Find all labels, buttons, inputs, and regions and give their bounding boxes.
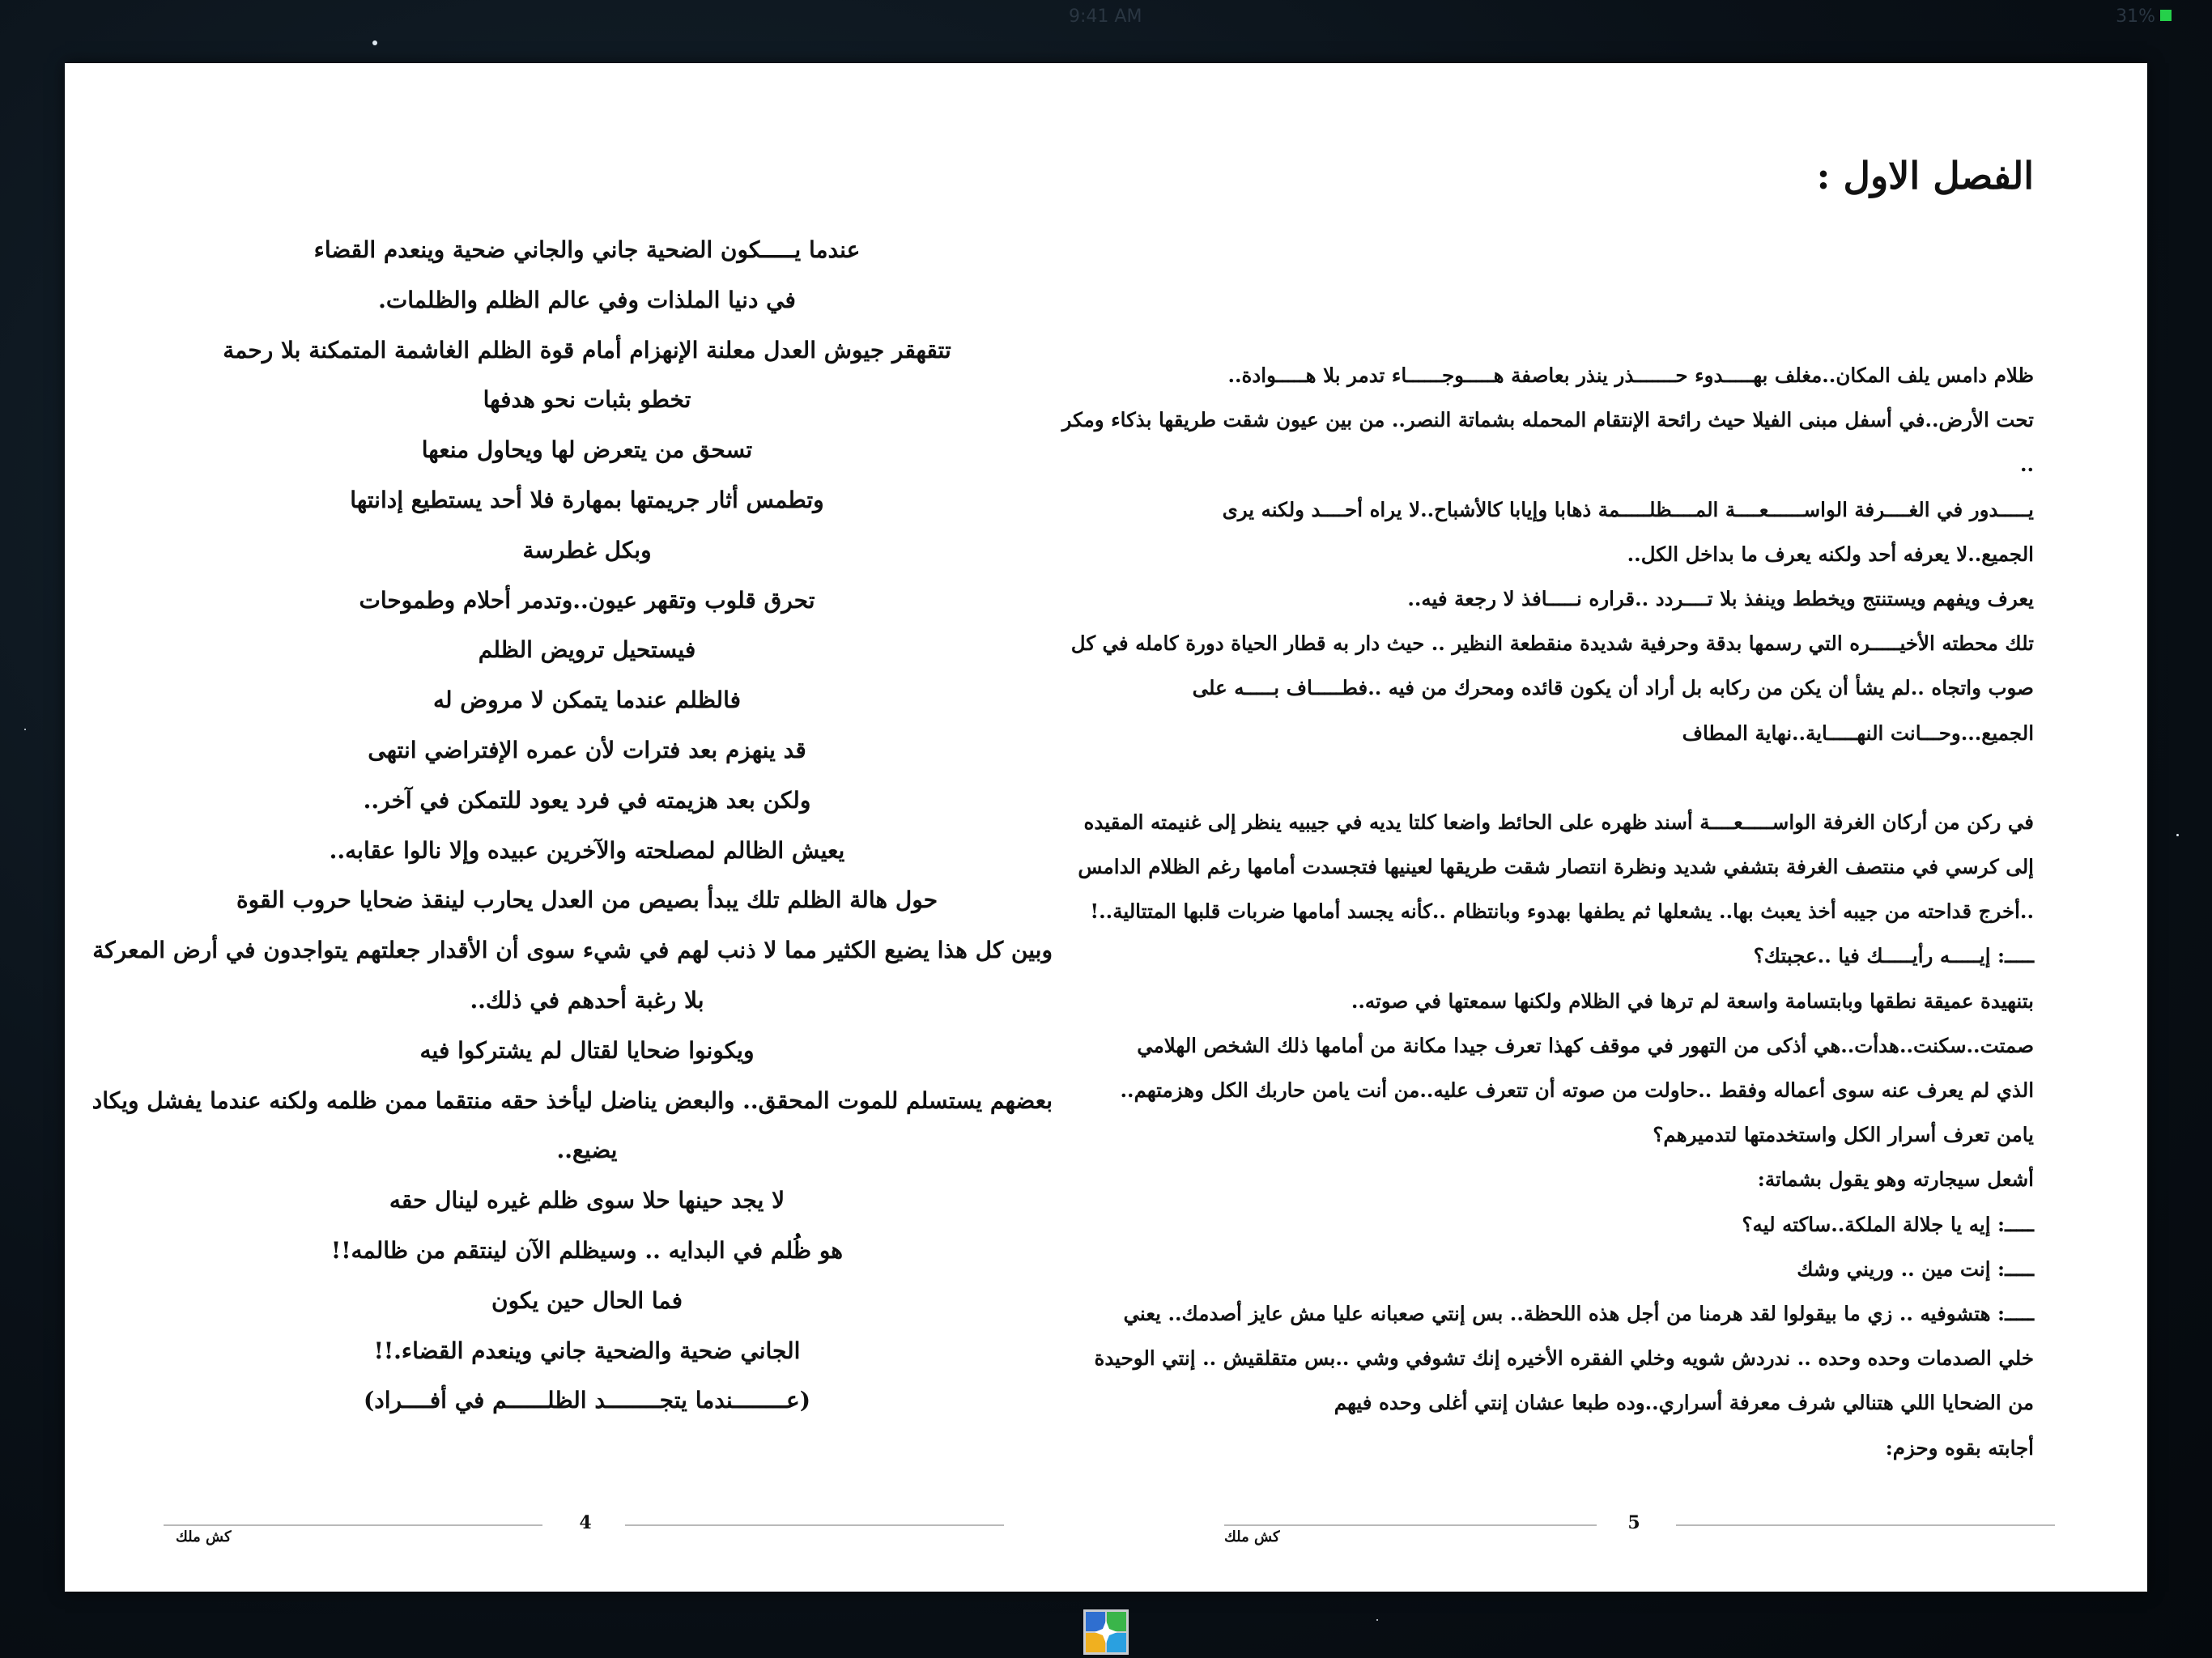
star <box>24 729 26 730</box>
poem-line: قد ينهزم بعد فترات لأن عمره الإفتراضي انتهى <box>368 736 806 763</box>
poem-line: ويكونوا ضحايا لقتال لم يشتركوا فيه <box>419 1036 755 1064</box>
text-line: يعرف ويفهم ويستنتج ويخطط وينفذ بلا تــــردد ..قراره نـــــافذ لا رجعة فيه.. <box>1407 586 2034 610</box>
left-page[interactable] <box>65 63 1109 1592</box>
poem-line: عندما يـــــكون الضحية جاني والجاني ضحية وينعدم القضاء <box>313 236 861 263</box>
footer-rule-right <box>625 1524 1004 1526</box>
poem-line: فالظلم عندما يتمكن لا مروض له <box>433 687 741 714</box>
book-name-right: كش ملك <box>1224 1528 1280 1545</box>
text-line: الجميع..لا يعرفه أحد ولكنه يعرف ما بداخل الكل.. <box>1627 542 2034 566</box>
status-battery-text: 31% <box>2116 6 2155 27</box>
text-line: تحت الأرض..في أسفل مبنى الفيلا حيث رائحة الإنتقام المحمله بشماتة النصر.. من بين عيون شقت طريقها بذكاء ومكر <box>1061 408 2034 432</box>
star <box>372 40 377 45</box>
poem-line: تتقهقر جيوش العدل معلنة الإنهزام أمام قوة الظلم الغاشمة المتمكنة بلا رحمة <box>223 336 951 363</box>
poem-line: يضيع.. <box>556 1137 618 1164</box>
poem-line: وبين كل هذا يضيع الكثير مما لا ذنب لهم في شيء سوى أن الأقدار جعلتهم يتواجدون في أرض المعركة <box>92 937 1053 964</box>
poem-line: تحرق قلوب وتقهر عيون..وتدمر أحلام وطموحات <box>359 586 815 614</box>
text-line: ـــــ: إيـــــه رأيـــــك فيا ..عجبتك؟ <box>1753 944 2034 968</box>
text-line: ـــــ: هتشوفيه .. زي ما بيقولوا لقد هرمنا من أجل هذه اللحظة.. بس إنتي صعبانه عليا مش عايز أصدمك.. يعني <box>1123 1301 2034 1325</box>
poem-line: يعيش الظالم لمصلحته والآخرين عبيده وإلا نالوا عقابه.. <box>329 836 845 864</box>
book-spread <box>65 63 2147 1592</box>
text-line: ظلام دامس يلف المكان..مغلف بهـــــدوء حـــــــذر ينذر بعاصفة هـــــوجــــــاء تدمر بلا هـــــوادة.. <box>1227 363 2034 387</box>
text-line: يـــــدور في الغــــرفة الواســــــعــــة المــــظلـــــمة ذهابا وإيابا كالأشباح..لا يراه أحــــد ولكنه يرى <box>1222 497 2034 521</box>
poem-line: بلا رغبة أحدهم في ذلك.. <box>470 986 704 1014</box>
chapter-title: الفصل الاول : <box>1816 154 2034 198</box>
poem-line: فيستحيل ترويض الظلم <box>478 636 696 664</box>
poem-line: وتطمس أثار جريمتها بمهارة فلا أحد يستطيع إدانتها <box>350 486 824 513</box>
text-line: من الضحايا اللي هتنالي شرف معرفة أسراري..وده طبعا عشان إنتي أغلى وحده فيهم <box>1334 1391 2034 1415</box>
text-line: ـــــ: إنت مين .. وريني وشك <box>1797 1256 2034 1281</box>
text-line: .. <box>2019 453 2034 477</box>
chapter-text <box>1061 353 2034 1470</box>
footer-rule-right <box>1676 1524 2055 1526</box>
text-line: إلى كرسي في منتصف الغرفة بتشفي شديد ونظرة انتصار شقت طريقها لعينيها فتجسدت أمامها رغم الظلام الدامس <box>1078 855 2034 879</box>
battery-icon <box>2160 10 2172 21</box>
app-logo-icon[interactable] <box>1083 1609 1129 1655</box>
footer-rule-left <box>164 1524 542 1526</box>
poem-text <box>91 225 1053 1426</box>
text-line: بتنهيدة عميقة نطقها وبابتسامة واسعة لم ترها في الظلام ولكنها سمعتها في صوته.. <box>1351 988 2034 1013</box>
text-line: الجميع...وحـــانت النهـــــاية..نهاية المطاف <box>1682 721 2034 745</box>
poem-line: حول هالة الظلم تلك يبدأ بصيص من العدل يحارب لينقذ ضحايا حروب القوة <box>236 886 938 914</box>
status-bar <box>0 0 2212 32</box>
text-line: الذي لم يعرف عنه سوى أعماله وفقط ..حاولت من صوته أن تتعرف عليه..من أنت يامن حاربك الكل وهزمتهم.. <box>1120 1078 2034 1102</box>
poem-line: تسحق من يتعرض لها ويحاول منعها <box>421 436 753 464</box>
poem-line: بعضهم يستسلم للموت المحقق.. والبعض يناضل ليأخذ حقه منتقما ممن ظلمه ولكنه عندما يفشل ويكاد <box>91 1086 1053 1114</box>
page-number-right: 5 <box>1627 1512 1640 1533</box>
text-line: أشعل سيجارته وهو يقول بشماتة: <box>1757 1167 2034 1192</box>
text-line: ـــــ: إيه يا جلالة الملكة..ساكته ليه؟ <box>1742 1212 2034 1236</box>
right-page[interactable] <box>1061 63 2147 1592</box>
text-line: ..أخرج قداحته من جيبه أخذ يعبث بها.. يشعلها ثم يطفها بهدوء وبانتظام ..كأنه يجسد أمامها ضربات قلبها المتتالية..! <box>1090 899 2034 924</box>
poem-line: ولكن بعد هزيمته في فرد يعود للتمكن في آخر.. <box>363 786 811 814</box>
poem-line: الجاني ضحية والضحية جاني وينعدم القضاء.!! <box>373 1337 801 1364</box>
poem-line: وبكل غطرسة <box>522 536 652 563</box>
text-line: في ركن من أركان الغرفة الواســـــعــــة أسند ظهره على الحائط واضعا كلتا يديه في جيبيه ينظر إلى غنيمته المقيده <box>1083 810 2034 834</box>
text-line: صوب واتجاه ..لم يشأ أن يكن من ركابه بل أراد أن يكون قائده ومحرك من فيه ..فطـــــاف بـــــه على <box>1192 676 2034 700</box>
status-time: 9:41 AM <box>1069 6 1142 27</box>
footer-rule-left <box>1224 1524 1597 1526</box>
text-line: أجابته بقوه وحزم: <box>1885 1435 2034 1460</box>
poem-line: تخطو بثبات نحو هدفها <box>483 386 691 414</box>
poem-line: فما الحال حين يكون <box>491 1286 683 1314</box>
star <box>1376 1619 1378 1621</box>
page-number-left: 4 <box>579 1512 592 1533</box>
book-name-left: كش ملك <box>176 1528 232 1545</box>
poem-line: (عــــــــندما يتجــــــــد الظلــــــم في أفــــراد) <box>364 1387 810 1414</box>
poem-line: لا يجد حينها حلا سوى ظلم غيره لينال حقه <box>389 1187 785 1214</box>
text-line: تلك محطته الأخيـــــره التي رسمها بدقة وحرفية شديدة منقطعة النظير .. حيث دار به قطار الحياة دورة كامله في كل <box>1070 631 2034 656</box>
poem-line: هو ظُلم في البدايه .. وسيظلم الآن لينتقم من ظالمه!! <box>330 1236 844 1264</box>
poem-line: في دنيا الملذات وفي عالم الظلم والظلمات. <box>378 286 796 313</box>
text-line: صمتت..سكنت..هدأت..هي أذكى من التهور في موقف كهذا تعرف جيدا مكانة من أمامها ذلك الشخص الهلامي <box>1137 1033 2034 1057</box>
text-line <box>1216 755 2034 800</box>
text-line: يامن تعرف أسرار الكل واستخدمتها لتدميرهم؟ <box>1653 1123 2034 1147</box>
star <box>2176 834 2179 836</box>
text-line: خلي الصدمات وحده وحده .. ندردش شويه وخلي الفقره الأخيره إنك تشوفي وشي ..بس متقلقيش .. إنتي الوحيدة <box>1094 1346 2034 1371</box>
